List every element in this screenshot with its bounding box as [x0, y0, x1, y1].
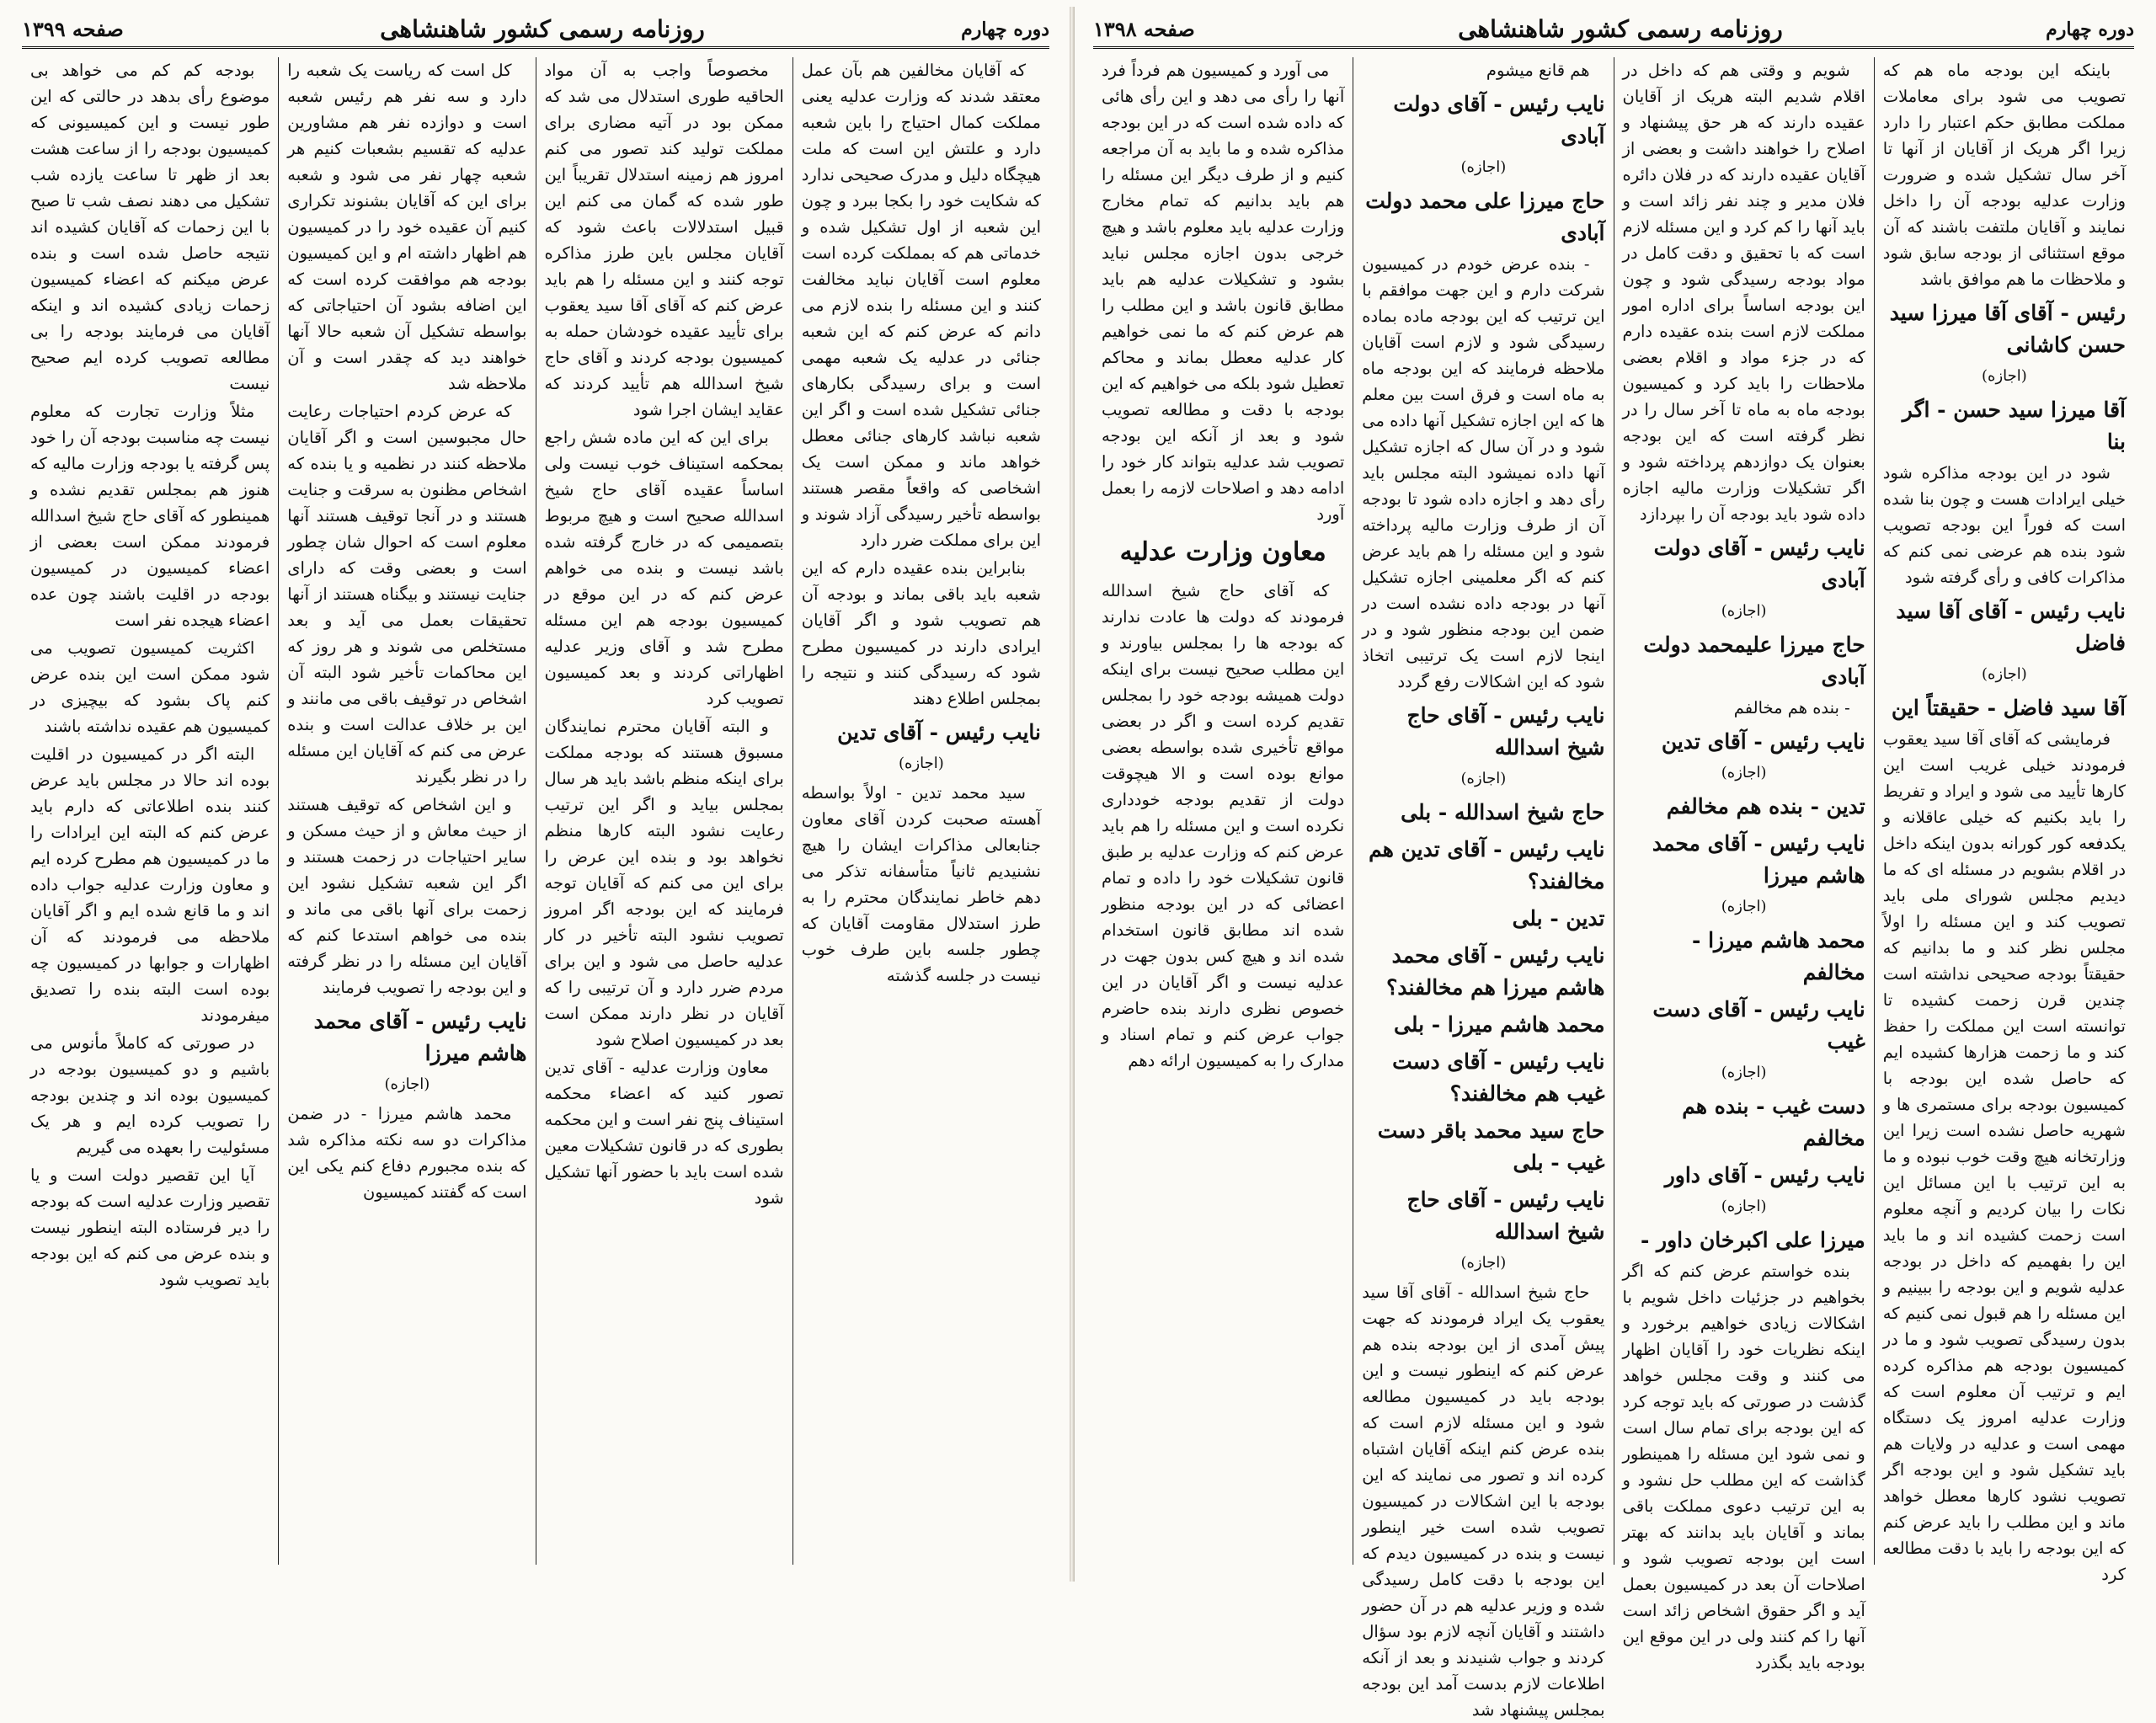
speaker-line: نایب رئیس - آقای تدین هم مخالفند؟: [1369, 837, 1605, 894]
body-paragraph: معاون وزارت عدلیه - آقای تدین تصور کنید که اعضاء محکمه استیناف پنج نفر است و این محکمه بطوری که در قانون تشکیلات معین شده است باید با حضور آنها تشکیل شود: [544, 1058, 784, 1208]
period-label: دوره چهارم: [961, 18, 1049, 40]
speaker-line: محمد هاشم میرزا - بلی: [1393, 1012, 1605, 1037]
speaker-line: نایب رئیس - آقای حاج شیخ اسدالله: [1406, 703, 1605, 760]
permission-note: (اجازه): [1721, 1198, 1767, 1215]
permission-note: (اجازه): [1721, 764, 1767, 781]
body-paragraph: بنده خواستم عرض کنم که اگر بخواهیم در جزئیات داخل شویم با اشکالات زیادی خواهیم برخورد و اینکه نظریات خود را آقایان اظهار می کنند و وقت مجلس خواهد گذشت در صورتی که باید توجه کرد که این بودجه برای تمام سال است و نمی شود این مسئله را همینطور گذاشت که این مطلب حل نشود و به این ترتیب دعوی مملکت باقی بماند و آقایان باید بدانند که بهتر است این بودجه تصویب شود و اصلاحات آن بعد در کمیسیون بعمل آید و اگر حقوق اشخاص زائد است آنها را کم کنند ولی در این موقع این بودجه باید بگذرد: [1622, 1262, 1865, 1672]
body-paragraph: باینکه این بودجه ماه هم که تصویب می شود برای معاملات مملکت مطابق حکم اعتبار را دارد زیرا اگر هریک از آقایان از آنها تا آخر سال تشکیل شده و ضرورت وزارت عدلیه بودجه آن را داخل نمایند و آقایان ملتفت باشند که آن موقع استثنائی از بودجه سابق شود و ملاحظات ما هم موافق باشد: [1882, 61, 2126, 289]
right-page-columns: [1093, 57, 2134, 1720]
permission-note: (اجازه): [1981, 367, 2027, 385]
left-page-columns: [22, 57, 1049, 1565]
body-paragraph: البته اگر در کمیسیون در اقلیت بوده اند حالا در مجلس باید عرض کنند بنده اطلاعاتی که دارم باید عرض کنم که البته این ایرادات را ما در کمیسیون هم مطرح کرده ایم و معاون وزارت عدلیه جواب داده اند و ما قانع شده ایم و اگر آقایان ملاحظه می فرمودند که آن اظهارات و جوابها در کمیسیون چه بوده است البته بنده را تصدیق میفرمودند: [30, 744, 270, 1025]
body-paragraph: بودجه کم کم می خواهد بی موضوع رأی بدهد در حالتی که این طور نیست و این کمیسیونی که کمیسیون بودجه را از ساعت هشت بعد از ظهر تا ساعت یازده شب تشکیل می دهند نصف شب تا صبح با این زحمات که آقایان کشیده اند نتیجه حاصل شده است و بنده عرض میکنم که اعضاء کمیسیون زحمات زیادی کشیده اند و اینکه آقایان می فرمایند بودجه را بی مطالعه تصویب کرده ایم صحیح نیست: [30, 61, 270, 393]
permission-note: (اجازه): [1460, 770, 1507, 787]
body-paragraph: کل است که ریاست یک شعبه را دارد و سه نفر هم رئیس شعبه است و دوازده نفر هم مشاورین عدلیه که تقسیم بشعبات کنیم هر شعبه چهار نفر می شود و شعبه برای این که آقایان بشنوند تکراری کنیم آن عقیده خود را در کمیسیون هم اظهار داشته ام و این کمیسیون بودجه هم موافقت کرده است که این اضافه بشود آن احتیاجاتی که بواسطه تشکیل آن شعبه حالا آنها خواهند دید که چقدر است و آن ملاحظه شد: [287, 61, 527, 393]
permission-note: (اجازه): [898, 755, 944, 772]
permission-note: (اجازه): [1721, 898, 1767, 915]
speaker-line: حاج میرزا علی محمد دولت آبادی: [1365, 189, 1605, 245]
body-paragraph: محمد هاشم میرزا - در ضمن مذاکرات دو سه نکته مذاکره شد که بنده مجبورم دفاع کنم یکی این است که گفتند کمیسیون: [287, 1104, 527, 1202]
speaker-line: نایب رئیس - آقای حاج شیخ اسدالله: [1406, 1187, 1605, 1244]
body-paragraph: می آورد و کمیسیون هم فرداً فرد آنها را رأی می دهد و این رأی هائی که داده شده است که در این بودجه مذاکره شده و ما باید به آن مراجعه کنیم و از طرف دیگر این مسئله را هم باید بدانیم که تمام مخارج وزارت عدلیه باید معلوم باشد و هیچ خرجی بدون اجازه مجلس نباید بشود و تشکیلات عدلیه هم باید مطابق قانون باشد و این مطلب را هم عرض کنم که ما نمی خواهیم کار عدلیه معطل بماند و محاکم تعطیل شود بلکه می خواهیم که این بودجه با دقت و مطالعه تصویب شود و بعد از آنکه این بودجه تصویب شد عدلیه بتواند کار خود را ادامه دهد و اصلاحات لازمه را بعمل آورد: [1102, 61, 1345, 524]
permission-note: (اجازه): [1721, 1064, 1767, 1081]
speaker-line: آقا میرزا سید حسن - اگر بنا: [1902, 397, 2126, 454]
speaker-line: نایب رئیس - آقای محمد هاشم میرزا: [1652, 831, 1865, 888]
left-page: [0, 0, 1071, 1588]
speaker-line: محمد هاشم میرزا - مخالفم: [1692, 928, 1865, 984]
permission-note: (اجازه): [384, 1075, 430, 1093]
right-page-header: [1093, 12, 2134, 49]
text-column: [1093, 57, 1353, 1565]
permission-note: (اجازه): [1460, 1254, 1507, 1272]
text-column: [792, 57, 1049, 1565]
binding-gutter: [1070, 7, 1075, 1582]
section-heading: معاون وزارت عدلیه: [1119, 537, 1326, 567]
permission-note: (اجازه): [1981, 665, 2027, 683]
permission-note: (اجازه): [1721, 602, 1767, 620]
body-paragraph: و این اشخاص که توقیف هستند از حیث معاش و از حیث مسکن و سایر احتیاجات در زحمت هستند و اگر این شعبه تشکیل نشود این زحمت برای آنها باقی می ماند و بنده می خواهم استدعا کنم که آقایان این مسئله را در نظر گرفته و این بودجه را تصویب فرمایند: [287, 795, 527, 997]
body-paragraph: مثلاً وزارت تجارت که معلوم نیست چه مناسبت بودجه آن را خود پس گرفته یا بودجه وزارت مالیه که هنوز هم بمجلس تقدیم نشده و همینطور که آقای حاج شیخ اسدالله فرمودند ممکن است بعضی از اعضاء کمیسیون در کمیسیون بودجه در اقلیت باشند چون عده اعضاء هیجده نفر است: [30, 402, 270, 630]
body-paragraph: - بنده هم مخالفم: [1733, 698, 1850, 717]
left-page-header: [22, 12, 1049, 49]
speaker-line: دست غیب - بنده هم مخالفم: [1682, 1094, 1865, 1150]
body-paragraph: که آقای حاج شیخ اسدالله فرمودند که دولت ها عادت ندارند که بودجه ها را بمجلس بیاورند و این مطلب صحیح نیست برای اینکه دولت همیشه بودجه خود را بمجلس تقدیم کرده است و اگر در بعضی مواقع تأخیری شده بواسطه بعضی موانع بوده است و الا هیچوقت دولت از تقدیم بودجه خودداری نکرده است و این مسئله را هم باید عرض کنم که وزارت عدلیه بر طبق قانون تشکیلات خود را داده و تمام اعضائی که در این بودجه منظور شده اند مطابق قانون استخدام شده اند و هیچ کس بدون جهت در عدلیه نیست و اگر آقایان در این خصوص نظری دارند بنده حاضرم جواب عرض کنم و تمام اسناد و مدارک را به کمیسیون ارائه دهم: [1102, 581, 1345, 1070]
speaker-line: نایب رئیس - آقای محمد هاشم میرزا هم مخالفند؟: [1386, 943, 1605, 1000]
text-column: [1614, 57, 1874, 1672]
speaker-line: نایب رئیس - آقای دولت آبادی: [1393, 92, 1605, 148]
speaker-line: نایب رئیس - آقای محمد هاشم میرزا: [313, 1009, 527, 1065]
speaker-line: تدین - بلی: [1512, 906, 1605, 931]
text-column: [22, 57, 278, 1565]
speaker-line: رئیس - آقای آقا میرزا سید حسن کاشانی: [1889, 301, 2126, 357]
body-paragraph: فرمایشی که آقای آقا سید یعقوب فرمودند خیلی غریب است این کارها تأیید می شود و ایراد و تفریط را باید بکنیم که خیلی عاقلانه و یکدفعه کور کورانه بدون اینکه داخل در اقلام بشویم در مسئله ای که ما دیدیم مجلس شورای ملی باید تصویب کند و این مسئله را اولاً مجلس نظر کند و ما بدانیم که حقیقتاً بودجه صحیحی نداشته است چندین قرن زحمت کشیده تا توانسته است این مملکت را حفظ کند و ما زحمت هزارها کشیده ایم که حاصل شده این بودجه با کمیسیون بودجه برای مستمری ها و شهریه حاصل نشده است زیرا این وزارتخانه هیچ وقت خوب نبوده و ما به این ترتیب با این مسائل این نکات را بیان کردیم و آنچه معلوم است زحمت کشیده اند و ما باید این را بفهمیم که داخل در بودجه عدلیه شویم و این بودجه را ببینیم و این مسئله را هم قبول نمی کنیم که بدون رسیدگی تصویب شود و ما در کمیسیون بودجه هم مذاکره کرده ایم و ترتیب آن معلوم است که وزارت عدلیه امروز یک دستگاه مهمی است و عدلیه در ولایات هم باید تشکیل شود و این بودجه اگر تصویب نشود کارها معطل خواهد ماند و این مطلب را باید عرض کنم که این بودجه را باید با دقت مطالعه کرد: [1882, 729, 2126, 1584]
speaker-line: نایب رئیس - آقای دست غیب: [1652, 997, 1865, 1054]
body-paragraph: در صورتی که کاملاً مأنوس می باشیم و دو کمیسیون بودجه در کمیسیون بوده اند و چندین بودجه را تصویب کرده ایم و هر یک مسئولیت را بعهده می گیریم: [30, 1033, 270, 1157]
body-paragraph: شود در این بودجه مذاکره شود خیلی ایرادات هست و چون بنا شده است که فوراً این بودجه تصویب شود بنده هم عرضی نمی کنم که مذاکرات کافی و رأی گرفته شود: [1882, 463, 2126, 587]
newspaper-title: روزنامه رسمی کشور شاهنشاهی: [1458, 15, 1783, 43]
speaker-line: نایب رئیس - آقای دست غیب هم مخالفند؟: [1392, 1049, 1605, 1106]
body-paragraph: اکثریت کمیسیون تصویب می شود ممکن است این بنده عرض کنم پاک بشود که بیچیزی در کمیسیون هم عقیده نداشته باشند: [30, 638, 270, 736]
body-paragraph: شویم و وقتی هم که داخل در اقلام شدیم البته هریک از آقایان عقیده دارند که هر حق پیشنهاد و اصلاح را خواهند داشت و بعضی از آقایان عقیده دارند که در فلان دائره فلان مدیر و چند نفر زائد است و باید آنها را کم کرد و این مسئله لازم است که با تحقیق و دقت کامل در مواد بودجه رسیدگی شود و چون این بودجه اساساً برای اداره امور مملکت لازم است بنده عقیده دارم که در جزء مواد و اقلام بعضی ملاحظات را باید کرد و کمیسیون بودجه ماه به ماه تا آخر سال را در نظر گرفته است که این بودجه بعنوان یک دوازدهم پرداخته شود و اگر تشکیلات وزارت مالیه اجازه داده شود باید بودجه آن را بپردازد: [1622, 61, 1865, 524]
body-paragraph: که آقایان مخالفین هم بآن عمل معتقد شدند که وزارت عدلیه یعنی مملکت کمال احتیاج را باین شعبه دارد و علتش این است که ملت هیچگاه دلیل و مدرک صحیحی ندارد که شکایت خود را بکجا ببرد و چون این شعبه از اول تشکیل شده و خدماتی هم که بمملکت کرده است معلوم است آقایان نباید مخالفت کنند و این مسئله را بنده لازم می دانم که عرض کنم که این شعبه جنائی در عدلیه یک شعبه مهمی است و برای رسیدگی بکارهای جنائی تشکیل شده است و اگر این شعبه نباشد کارهای جنائی معطل خواهد ماند و ممکن است یک اشخاصی که واقعاً مقصر هستند بواسطه تأخیر رسیدگی آزاد شوند و این برای مملکت ضرر دارد: [801, 61, 1041, 550]
body-paragraph: هم قانع میشوم: [1486, 61, 1590, 80]
speaker-line: آقا سید فاضل - حقیقتاً این: [1891, 696, 2126, 720]
speaker-line: نایب رئیس - آقای تدین: [837, 720, 1041, 744]
text-column: [1353, 57, 1613, 1720]
body-paragraph: حاج شیخ اسدالله - آقای آقا سید یعقوب یک ایراد فرمودند که جهت پیش آمدی از این بودجه بنده هم عرض کنم که اینطور نیست و این بودجه باید در کمیسیون مطالعه شود و این مسئله لازم است که بنده عرض کنم اینکه آقایان اشتباه کرده اند و تصور می نمایند که این بودجه با این اشکالات در کمیسیون تصویب شده است خیر اینطور نیست و بنده در کمیسیون دیدم که این بودجه با دقت کامل رسیدگی شده و وزیر عدلیه هم در آن حضور داشتند و آقایان آنچه لازم بود سؤال کردند و جواب شنیدند و بعد از آنکه اطلاعات لازم بدست آمد این بودجه بمجلس پیشنهاد شد: [1362, 1283, 1605, 1720]
page-number: صفحه ۱۳۹۸: [1093, 17, 1195, 41]
period-label: دوره چهارم: [2046, 18, 2134, 40]
body-paragraph: سید محمد تدین - اولاً بواسطه آهسته صحبت کردن آقای معاون جنابعالی مذاکرات ایشان را هیچ نشنیدیم ثانیاً متأسفانه تذکر می دهم خاطر نمایندگان محترم را به طرز استدلال مقاومت آقایان که چطور جلسه باین طرف خوب نیست در جلسه گذشته: [801, 783, 1041, 985]
body-paragraph: که عرض کردم احتیاجات رعایت حال مجبوسین است و اگر آقایان ملاحظه کنند در نظمیه و یا بنده که اشخاص مظنون به سرقت و جنایت هستند و در آنجا توقیف هستند آنها معلوم است که احوال شان چطور است و بعضی وقت که دارای جنایت نیستند و بیگناه هستند از آنها تحقیقات بعمل می آید و بعد مستخلص می شوند و هر روز که این محاکمات تأخیر شود البته آن اشخاص در توقیف باقی می مانند و این بر خلاف عدالت است و بنده عرض می کنم که آقایان این مسئله را در نظر بگیرند: [287, 402, 527, 787]
speaker-line: نایب رئیس - آقای دولت آبادی: [1653, 536, 1865, 592]
speaker-line: نایب رئیس - آقای تدین: [1661, 729, 1865, 754]
body-paragraph: و البته آقایان محترم نمایندگان مسبوق هستند که بودجه مملکت برای اینکه منظم باشد باید هر سال بمجلس بیاید و اگر این ترتیب رعایت نشود البته کارها منظم نخواهد بود و بنده این عرض را برای این می کنم که آقایان توجه فرمایند که این بودجه اگر امروز تصویب نشود البته تأخیر در کار عدلیه حاصل می شود و این برای مردم ضرر دارد و آن ترتیبی را که آقایان در نظر دارند ممکن است بعد در کمیسیون اصلاح شود: [544, 717, 784, 1049]
speaker-line: نایب رئیس - آقای آقا سید فاضل: [1896, 599, 2126, 655]
newspaper-title: روزنامه رسمی کشور شاهنشاهی: [380, 15, 705, 43]
speaker-line: حاج میرزا علیمحمد دولت آبادی: [1643, 632, 1865, 689]
body-paragraph: آیا این تقصیر دولت است و یا تقصیر وزارت عدلیه است که بودجه را دیر فرستاده البته اینطور نیست و بنده عرض می کنم که این بودجه باید تصویب شود: [30, 1166, 270, 1289]
text-column: [1874, 57, 2134, 1584]
speaker-line: میرزا علی اکبرخان داور -: [1640, 1228, 1865, 1252]
body-paragraph: بنابراین بنده عقیده دارم که این شعبه باید باقی بماند و بودجه آن هم تصویب شود و اگر آقایان ایرادی دارند در کمیسیون مطرح شود که رسیدگی کنند و نتیجه را بمجلس اطلاع دهند: [801, 558, 1041, 708]
body-paragraph: مخصوصاً واجب به آن مواد الحاقیه طوری استدلال می شد که ممکن بود در آتیه مضاری برای مملکت تولید کند تصور می کنم امروز هم زمینه استدلال تقریباً این طور شده که گمان می کنم این قبیل استدلالات باعث شود که آقایان مجلس باین طرز مذاکره توجه کنند و این مسئله را هم باید عرض کنم که آقای آقا سید یعقوب برای تأیید عقیده خودشان حمله به کمیسیون بودجه کردند و آقای حاج شیخ اسدالله هم تأیید کردند که عقاید ایشان اجرا شود: [544, 61, 784, 419]
speaker-line: تدین - بنده هم مخالفم: [1666, 794, 1865, 819]
speaker-line: نایب رئیس - آقای داور: [1664, 1163, 1865, 1187]
text-column: [278, 57, 535, 1565]
right-page: [1071, 0, 2156, 1720]
page-number: صفحه ۱۳۹۹: [22, 17, 124, 41]
speaker-line: حاج شیخ اسدالله - بلی: [1401, 800, 1605, 824]
body-paragraph: برای این که این ماده شش راجع بمحکمه استیناف خوب نیست ولی اساساً عقیده آقای حاج شیخ اسدالله صحیح است و هیچ مربوط بتصمیمی که در خارج گرفته شده باشد نیست و بنده می خواهم عرض کنم که در این موقع در کمیسیون بودجه هم این مسئله مطرح شد و آقای وزیر عدلیه اظهاراتی کردند و بعد کمیسیون تصویب کرد: [544, 428, 784, 708]
body-paragraph: - بنده عرض خودم در کمیسیون شرکت دارم و این جهت موافقم با این ترتیب که این بودجه ماده بماده رسیدگی شود و لازم است آقایان ملاحظه فرمایند که این بودجه ماه به ماه است و فرق است بین معلم ها که این اجازه تشکیل آنها داده می شود و در آن سال که اجازه تشکیل آنها داده نمیشود البته مجلس باید رأی دهد و اجازه داده شود تا بودجه آن از طرف وزارت مالیه پرداخته شود و این مسئله را هم باید عرض کنم که اگر معلمینی اجازه تشکیل آنها در بودجه داده نشده است در ضمن این بودجه منظور شود و در اینجا لازم است یک ترتیبی اتخاذ شود که این اشکالات رفع گردد: [1362, 254, 1605, 691]
text-column: [536, 57, 792, 1565]
speaker-line: حاج سید محمد باقر دست غیب - بلی: [1377, 1118, 1605, 1175]
permission-note: (اجازه): [1460, 158, 1507, 176]
